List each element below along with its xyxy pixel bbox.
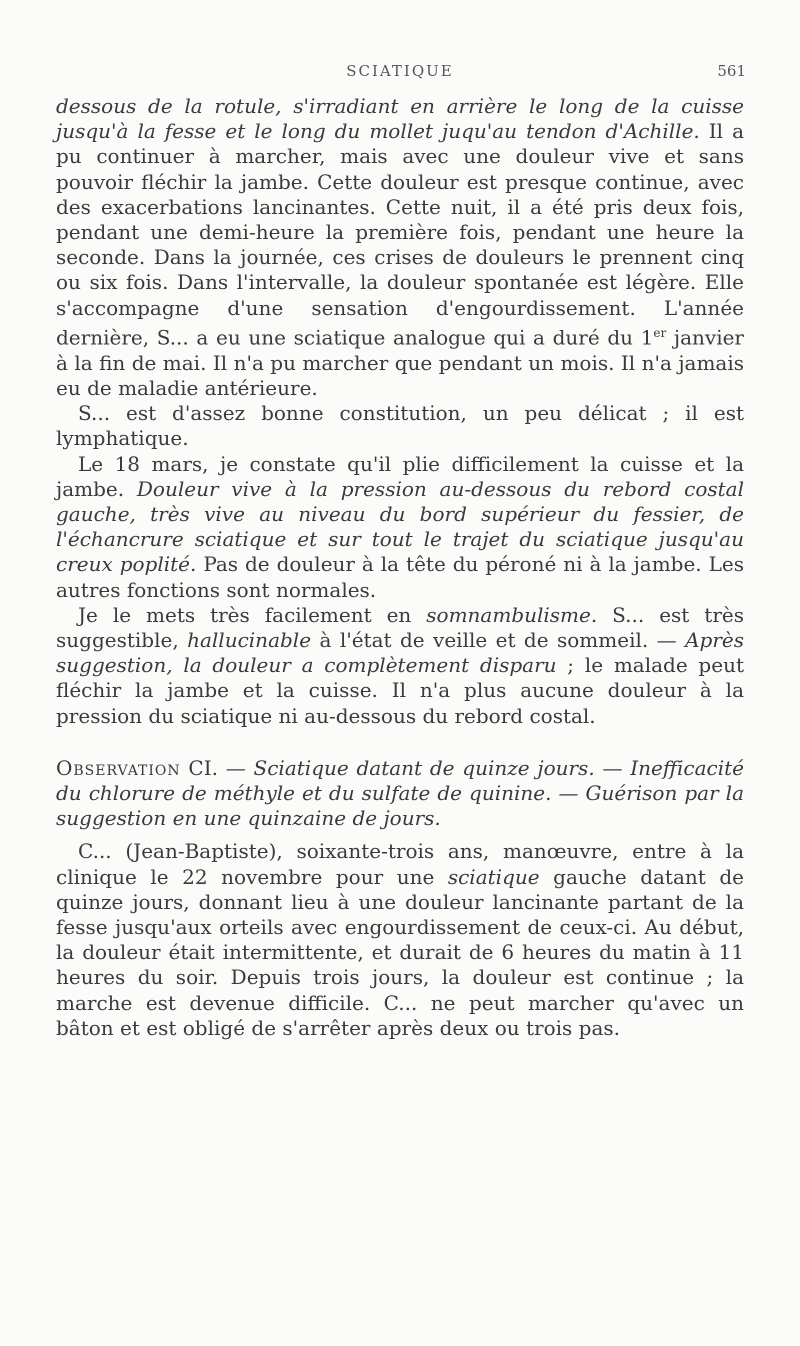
italic-text-segment: Douleur vive à la pression au-dessous du rebord costal gauche, très vive au niveau du bord supérieur du fessier, de l'échancrure sciatique et sur tout le trajet du sciatique jusqu'au creux poplité.	[56, 476, 744, 577]
italic-text-segment: Sciatique datant de quinze jours. — Inefficacité du chlorure de méthyle et du sulfate de quinine. — Guérison par la suggestion en une quinzaine de jours.	[56, 755, 745, 831]
text-segment: Je le mets très facilement en	[78, 602, 427, 627]
text-segment: CI. —	[180, 755, 254, 780]
paragraph-constitution	[56, 401, 744, 451]
italic-text-segment: dessous de la rotule, s'irradiant en arrière le long de la cuisse jusqu'à la fesse et le long du mollet juqu'au tendon d'Achille.	[56, 94, 744, 144]
text-segment: Il a pu continuer à marcher, mais avec une douleur vive et sans pouvoir fléchir la jambe. Cette douleur est presque continue, avec des exacerbations lancinantes. Cette nuit, il a été pris deux fois, pendant une demi-heure la première fois, pendant une heure la seconde. Dans la journée, ces crises de douleurs le prennent cinq ou six fois. Dans l'intervalle, la douleur spontanée est légère. Elle s'accompagne d'une sensation d'engourdissement. L'année dernière, S... a eu une sciatique analogue qui a duré du 1	[56, 119, 744, 350]
italic-text-segment: hallucinable	[187, 627, 312, 652]
text-segment: ; le malade peut fléchir la jambe et la cuisse. Il n'a plus aucune douleur à la pression du sciatique ni au-dessous du rebord costal.	[56, 653, 744, 728]
text-segment: janvier à la fin de mai. Il n'a pu marcher que pendant un mois. Il n'a jamais eu de maladie antérieure.	[56, 325, 744, 400]
italic-text-segment: sciatique	[447, 864, 540, 889]
running-head	[0, 62, 800, 86]
paragraph-examination	[56, 452, 744, 603]
text-segment: gauche datant de quinze jours, donnant lieu à une douleur lancinante partant de la fesse jusqu'aux orteils avec engourdissement de ceux-ci. Au début, la douleur était intermittente, et durait de 6 heures du matin à 11 heures du soir. Depuis trois jours, la douleur est continue ; la marche est devenue difficile. C... ne peut marcher qu'avec un bâton et est obligé de s'arrêter après deux ou trois pas.	[56, 864, 744, 1040]
text-segment: Pas de douleur à la tête du péroné ni à la jambe. Les autres fonctions sont normales.	[56, 552, 744, 602]
paragraph-suggestion	[56, 603, 744, 729]
text-segment: S... est d'assez bonne constitution, un peu délicat ; il est lymphatique.	[56, 401, 744, 451]
page-number: 561	[717, 62, 746, 80]
text-segment: à l'état de veille et de sommeil. —	[311, 627, 686, 652]
italic-text-segment: Après suggestion, la douleur a complètement disparu	[56, 627, 744, 678]
text-segment: S... est très suggestible,	[56, 602, 745, 652]
paragraph-case-description	[56, 839, 744, 1041]
text-segment: er	[653, 325, 667, 340]
paragraph-continuation	[56, 94, 744, 401]
running-title: SCIATIQUE	[346, 62, 454, 80]
italic-text-segment: somnambulisme.	[426, 602, 598, 627]
body-text	[56, 94, 744, 1041]
observation-label: Observation	[56, 755, 181, 780]
text-segment: Le 18 mars, je constate qu'il plie difficilement la cuisse et la jambe.	[56, 451, 744, 501]
observation-heading	[56, 756, 744, 832]
text-segment: C... (Jean-Baptiste), soixante-trois ans, manœuvre, entre à la clinique le 22 novembre pour une	[56, 839, 744, 889]
